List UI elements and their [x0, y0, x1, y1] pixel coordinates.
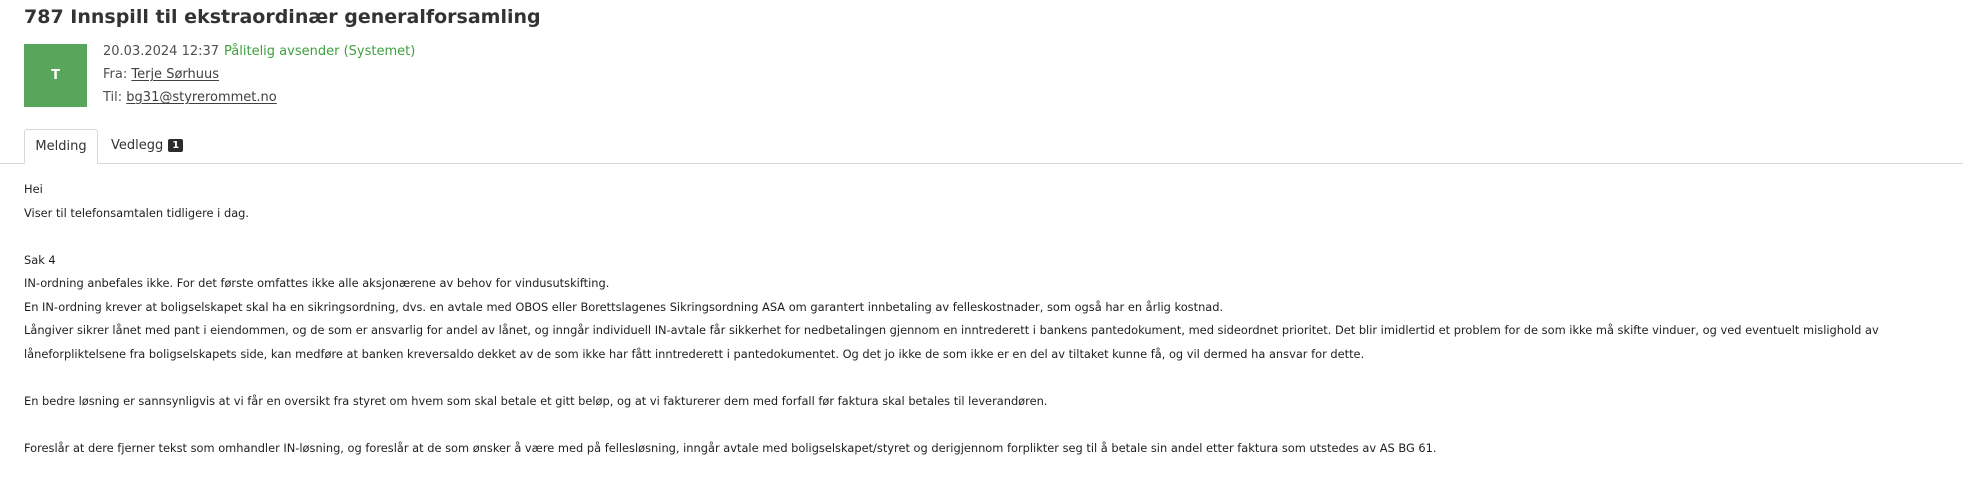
body-paragraph: Långiver sikrer lånet med pant i eiendommen, og de som er ansvarlig for andel av lånet, og inngår individuell IN-avtale får sikkerhet for nedbetalingen gjennom en inntrederett i bankens pantedokument, med sideordnet prioritet. Det blir imidlertid et problem for de som ikke må skifte vinduer, og ved eventuelt mislighold av låneforpliktelsene fra boligselskapets side, kan medføre at banken kreversaldo dekket av de som ikke har fått inntrederett i pantedokumentet. Og det jo ikke de som ikke er en del av tiltaket kunne få, og vil dermed ha ansvar for dette.	[24, 323, 1879, 361]
attachments-count-badge: 1	[168, 139, 183, 152]
message-meta	[103, 40, 415, 109]
body-greeting: Hei	[24, 182, 43, 196]
tab-message-label: Melding	[35, 139, 87, 154]
body-paragraph: En IN-ordning krever at boligselskapet skal ha en sikringsordning, dvs. en avtale med OBOS eller Borettslagenes Sikringsordning ASA om garantert innbetaling av felleskostnader, som også har en årlig kostnad.	[24, 299, 1224, 314]
avatar-letter: T	[51, 68, 60, 83]
trusted-sender-label: Pålitelig avsender (Systemet)	[224, 44, 416, 59]
message-body	[24, 178, 1959, 460]
body-paragraph: En bedre løsning er sannsynligvis at vi får en oversikt fra styret om hvem som skal betale et gitt beløp, og at vi fakturerer dem med forfall før faktura skal betales til leverandøren.	[24, 393, 1048, 408]
message-datetime: 20.03.2024 12:37	[103, 44, 220, 59]
body-case-heading: Sak 4	[24, 252, 56, 267]
meta-to-row	[103, 86, 415, 109]
to-label: Til:	[103, 90, 123, 105]
paragraph-spacer	[24, 413, 1959, 437]
body-paragraph: Foreslår at dere fjerner tekst som omhandler IN-løsning, og foreslår at de som ønsker å være med på fellesløsning, inngår avtale med boligselskapet/styret og derigjennom forplikter seg til å betale sin andel etter faktura som utstedes av AS BG 61.	[24, 440, 1437, 455]
body-line: Viser til telefonsamtalen tidligere i dag.	[24, 205, 250, 220]
paragraph-spacer	[24, 366, 1959, 390]
tab-attachments[interactable]	[111, 129, 183, 163]
tab-attachments-label: Vedlegg	[111, 138, 164, 153]
message-tabs	[0, 129, 1963, 164]
body-paragraph: IN-ordning anbefales ikke. For det første omfattes ikke alle aksjonærene av behov for vindusutskifting.	[24, 276, 610, 290]
message-subject: 787 Innspill til ekstraordinær generalforsamling	[24, 6, 541, 28]
from-label: Fra:	[103, 67, 128, 82]
sender-name-link[interactable]: Terje Sørhuus	[131, 67, 220, 82]
sender-avatar	[24, 44, 87, 107]
meta-date-row	[103, 40, 415, 63]
tab-message[interactable]	[24, 129, 98, 164]
meta-from-row	[103, 63, 415, 86]
paragraph-spacer	[24, 225, 1959, 249]
recipient-address-link[interactable]: bg31@styrerommet.no	[126, 90, 277, 105]
